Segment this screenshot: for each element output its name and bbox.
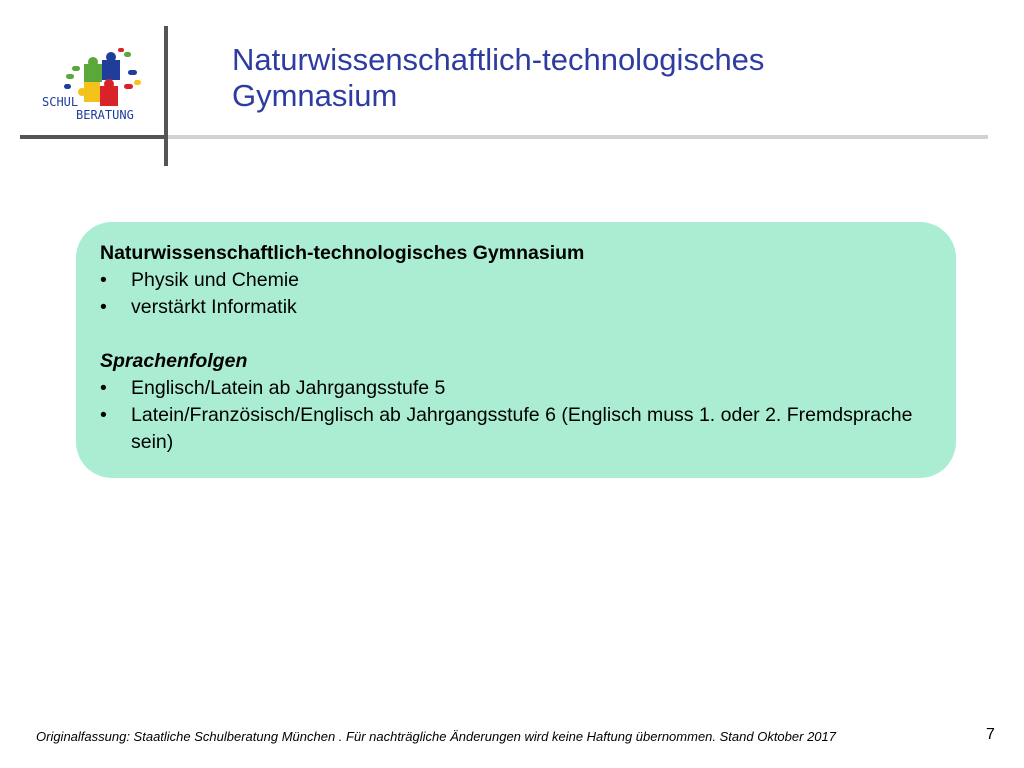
footer-text: Originalfassung: Staatliche Schulberatung München . Für nachträgliche Änderungen wird keine Haftung übernommen. Stand Oktober 2017 (36, 729, 836, 744)
page-number: 7 (986, 726, 995, 743)
header-horizontal-divider-right (168, 135, 988, 139)
content-subheading: Sprachenfolgen (100, 350, 248, 372)
feature-item (100, 294, 926, 321)
puzzle-logo-icon (38, 44, 156, 126)
content-box (76, 222, 956, 478)
logo-text-schul: SCHUL (42, 95, 79, 109)
bullet-icon: • (100, 377, 107, 399)
spacer (100, 321, 926, 348)
bullet-icon: • (100, 404, 107, 426)
feature-item-text: Physik und Chemie (131, 269, 299, 291)
language-item-text: Englisch/Latein ab Jahrgangsstufe 5 (131, 377, 446, 399)
language-item (100, 375, 926, 402)
language-item-text: Latein/Französisch/Englisch ab Jahrgangsstufe 6 (Englisch muss 1. oder 2. Fremdsprache sein) (131, 404, 913, 453)
bullet-icon: • (100, 296, 107, 318)
slide-title-line-1: Naturwissenschaftlich-technologisches (232, 42, 765, 77)
schulberatung-logo (38, 44, 156, 126)
bullet-icon: • (100, 269, 107, 291)
slide-title (232, 42, 952, 114)
feature-item-text: verstärkt Informatik (131, 296, 297, 318)
feature-item (100, 267, 926, 294)
logo-text-beratung: BERATUNG (76, 108, 134, 122)
header-vertical-divider (164, 26, 168, 166)
header-horizontal-divider-left (20, 135, 166, 139)
language-item (100, 402, 926, 456)
content-heading: Naturwissenschaftlich-technologisches Gymnasium (100, 242, 585, 264)
slide-title-line-2: Gymnasium (232, 78, 398, 113)
